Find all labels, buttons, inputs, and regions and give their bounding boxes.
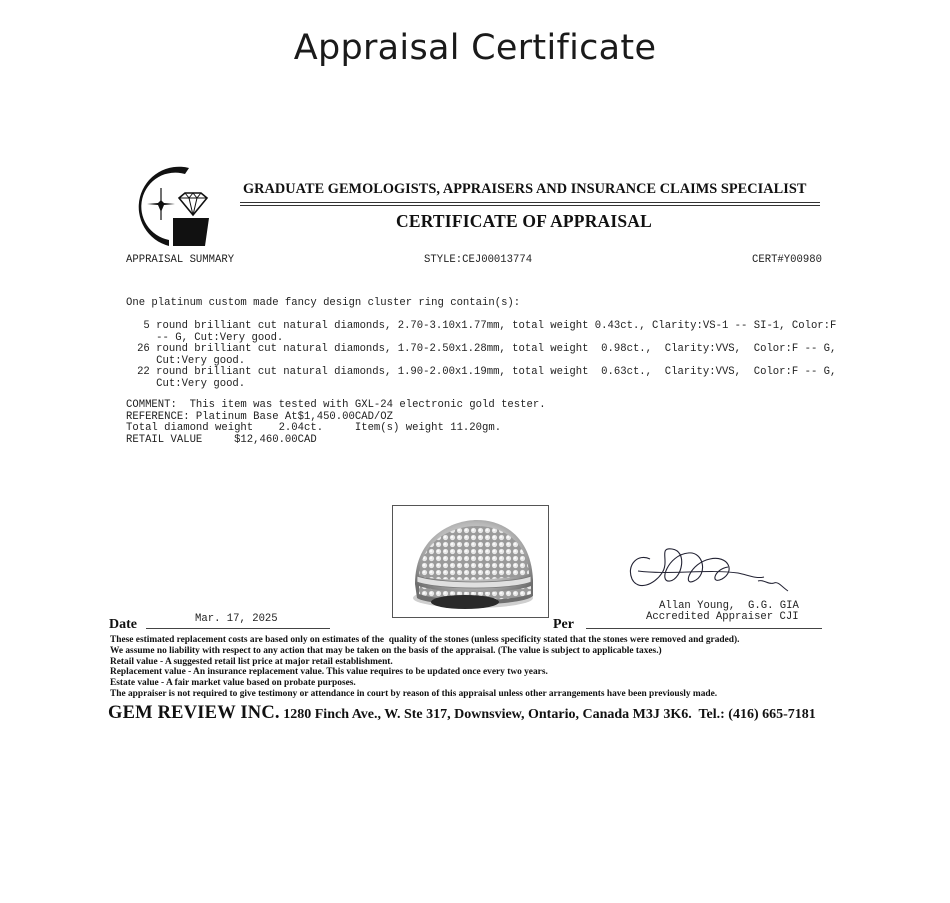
total-weight-line: Total diamond weight 2.04ct. Item(s) weight 11.20gm. — [126, 422, 502, 434]
page-title: Appraisal Certificate — [293, 28, 657, 68]
certificate-number: CERT#Y00980 — [752, 254, 822, 266]
stone-line: 22 round brilliant cut natural diamonds, 1.90-2.00x1.19mm, total weight 0.63ct., Clarity:VVS, Color:F -- G, — [118, 366, 837, 378]
company-footer — [108, 703, 816, 724]
header-rule — [240, 205, 820, 206]
stone-line: Cut:Very good. — [118, 377, 246, 390]
retail-value-line: RETAIL VALUE $12,460.00CAD — [126, 433, 317, 446]
date-label: Date — [109, 617, 137, 632]
disclaimer-line: The appraiser is not required to give testimony or attendance in court by reason of this appraisal unless other arrangements have been previously made. — [110, 688, 718, 699]
stone-details — [118, 321, 836, 390]
disclaimer-line: Replacement value - An insurance replacement value. This value requires to be updated once every two years. — [110, 667, 548, 678]
company-name: GEM REVIEW INC. — [108, 703, 280, 723]
disclaimer-line: We assume no liability with respect to any action that may be taken on the basis of the appraisal. (The value is subject to applicable taxes.) — [110, 645, 662, 656]
stone-line: 26 round brilliant cut natural diamonds, 1.70-2.50x1.28mm, total weight 0.98ct., Clarity:VVS, Color:F -- G, — [118, 343, 837, 355]
signature-line — [586, 628, 822, 629]
company-address: 1280 Finch Ave., W. Ste 317, Downsview, Ontario, Canada M3J 3K6. Tel.: (416) 665-7181 — [279, 707, 816, 722]
date-value: Mar. 17, 2025 — [195, 613, 278, 625]
appraiser-title: Accredited Appraiser CJI — [646, 611, 799, 623]
ring-photo — [392, 505, 549, 618]
certificate-title: CERTIFICATE OF APPRAISAL — [396, 211, 653, 231]
appraiser-name: Allan Young, G.G. GIA — [659, 600, 799, 612]
signature-icon — [618, 535, 798, 599]
disclaimer-block — [110, 635, 739, 700]
date-line — [146, 628, 330, 629]
organization-name: GRADUATE GEMOLOGISTS, APPRAISERS AND INSURANCE CLAIMS SPECIALIST — [243, 181, 807, 197]
stone-line: Cut:Very good. — [118, 354, 246, 367]
disclaimer-line: These estimated replacement costs are based only on estimates of the quality of the stones (unless specificity stated that the stones were removed and graded). — [110, 635, 740, 645]
item-description: One platinum custom made fancy design cluster ring contain(s): — [126, 297, 521, 309]
stone-line: 5 round brilliant cut natural diamonds, 2.70-3.10x1.77mm, total weight 0.43ct., Clarity:VS-1 -- SI-1, Color:F — [118, 320, 837, 332]
company-logo-icon — [133, 160, 215, 250]
header-rule — [240, 202, 820, 203]
appraisal-notes — [126, 400, 546, 446]
disclaimer-line: Estate value - A fair market value based on probate purposes. — [110, 678, 356, 689]
stone-line: -- G, Cut:Very good. — [118, 331, 284, 344]
diamond-ring-photo-icon — [393, 506, 548, 617]
reference-line: REFERENCE: Platinum Base At$1,450.00CAD/OZ — [126, 410, 394, 423]
per-label: Per — [553, 617, 574, 632]
style-number: STYLE:CEJ00013774 — [424, 254, 533, 266]
comment-line: COMMENT: This item was tested with GXL-24 electronic gold tester. — [126, 399, 546, 411]
disclaimer-line: Retail value - A suggested retail list price at major retail establishment. — [110, 656, 393, 667]
appraisal-summary-label: APPRAISAL SUMMARY — [126, 254, 235, 266]
